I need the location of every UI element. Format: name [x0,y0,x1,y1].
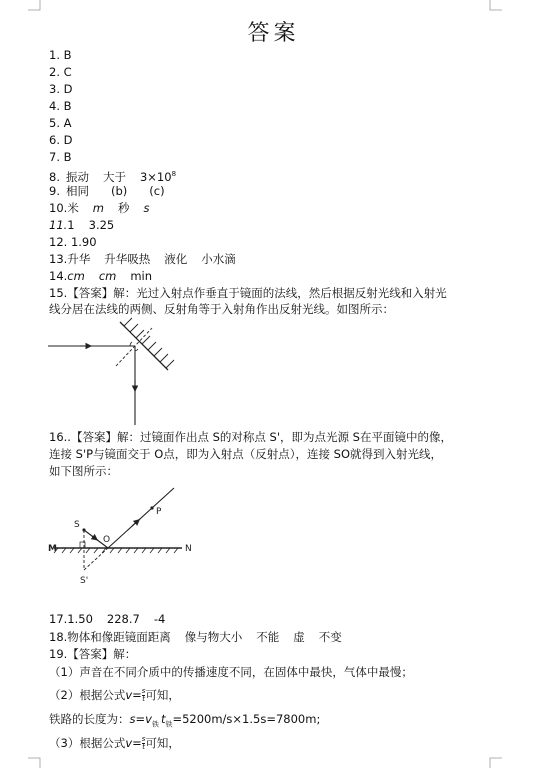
answer-8: 8. 振动 大于 $3\times 10^8$ [49,169,177,184]
reflection-diagram [40,310,200,430]
answer-15-line-2: 线分居在法线的两侧、反射角等于入射角作出反射光线。如图所示： [49,302,394,316]
label-n: N [185,544,192,554]
answer-10: 10.米 m 秒 s [49,201,150,215]
label-o: O [103,535,111,545]
label-s: S [74,520,80,530]
answer-2: 2. C [49,65,72,79]
normal-line [116,328,152,366]
plane-mirror-diagram [40,480,200,600]
answer-16-line-1: 16..【答案】解：过镜面作出点 S的对称点 S'，即为点光源 S在平面镜中的像， [49,430,452,444]
answer-14: 14.cm cm min [49,269,153,283]
answer-5: 5. A [49,116,72,130]
answer-19-part-3: 铁路的长度为：$s=v_铁$ $t_铁=5200m/s\times 1.5s=7800m$; [49,712,321,729]
answer-17: 17.1.50 228.7 -4 [49,612,166,626]
answer-13: 13.升华 升华吸热 液化 小水滴 [49,252,236,266]
answer-16-line-3: 如下图所示： [49,464,118,478]
answer-15-line-1: 15.【答案】解：光过入射点作垂直于镜面的法线，然后根据反射光线和入射光 [49,286,447,300]
answer-9: 9. 相同 (b) (c) [49,184,165,198]
answer-3: 3. D [49,82,73,96]
reflected-ray-op [108,488,174,548]
answer-18: 18.物体和像距镜面距离 像与物大小 不能 虚 不变 [49,630,342,644]
answer-1: 1. B [49,48,72,62]
answer-12: 12. 1.90 [49,235,97,249]
answer-19-part-4: （3）根据公式v= $\frac{s}{t}$ 可知， [49,735,180,751]
label-p: P [156,507,162,517]
answer-4: 4. B [49,99,72,113]
label-m: M [48,544,57,554]
answer-11: 11.1 3.25 [49,218,115,232]
answer-6: 6. D [49,133,73,147]
answer-19-part-2: （2）根据公式v= $\frac{s}{t}$ 可知， [49,687,180,703]
fraction-s-over-t-2: $\frac{s}{t}$ [141,735,146,751]
label-s-image: S' [80,576,89,586]
fraction-s-over-t: $\frac{s}{t}$ [141,687,146,703]
answer-19-part-1: （1）声音在不同介质中的传播速度不同，在固体中最快，气体中最慢； [49,665,413,679]
answer-19-head: 19.【答案】解： [49,647,137,661]
page-title: 答案 [247,21,300,46]
answer-7: 7. B [49,150,72,164]
answer-16-line-2: 连接 S'P与镜面交于 O点，即为入射点（反射点），连接 SO就得到入射光线， [49,447,443,461]
